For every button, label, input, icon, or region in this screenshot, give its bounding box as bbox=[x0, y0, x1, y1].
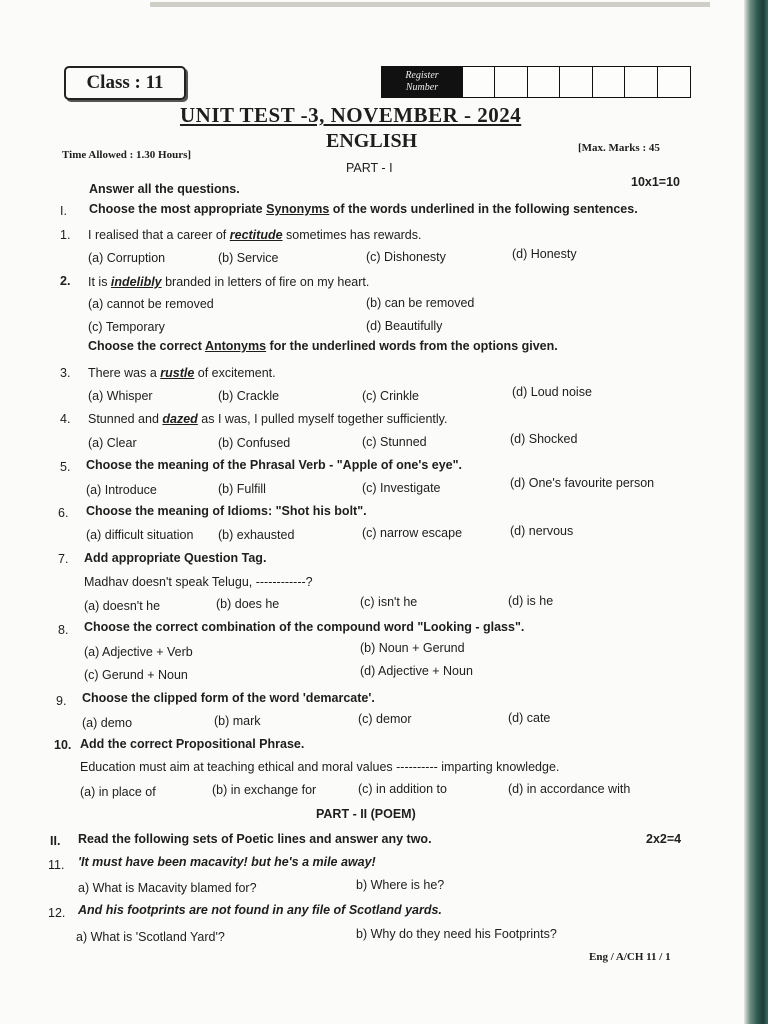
question-text: Add appropriate Question Tag. bbox=[84, 551, 267, 565]
question-number: 6. bbox=[58, 506, 69, 520]
question-number: 12. bbox=[48, 906, 66, 920]
section-number: I. bbox=[60, 204, 67, 218]
option-c: (c) demor bbox=[358, 712, 412, 726]
option-c: (c) Temporary bbox=[88, 320, 165, 334]
option-b: (b) does he bbox=[216, 597, 280, 611]
question-text: Stunned and dazed as I was, I pulled myself together sufficiently. bbox=[88, 412, 448, 426]
option-d: (d) nervous bbox=[510, 524, 574, 538]
question-text: Choose the meaning of Idioms: "Shot his bolt". bbox=[86, 504, 367, 518]
register-cell bbox=[624, 66, 658, 98]
sub-question-b: b) Where is he? bbox=[356, 878, 445, 892]
section-heading: Choose the most appropriate Synonyms of the words underlined in the following sentences. bbox=[89, 202, 638, 216]
subject-title: ENGLISH bbox=[326, 130, 418, 152]
question-number: 9. bbox=[56, 694, 67, 708]
question-number: 7. bbox=[58, 552, 69, 566]
register-cell bbox=[462, 66, 496, 98]
sub-question-b: b) Why do they need his Footprints? bbox=[356, 927, 557, 941]
option-a: (a) Clear bbox=[88, 436, 137, 450]
option-b: (b) mark bbox=[214, 714, 261, 728]
instruction: Answer all the questions. bbox=[89, 182, 240, 196]
exam-title: UNIT TEST -3, NOVEMBER - 2024 bbox=[180, 103, 522, 127]
class-box: Class : 11 bbox=[64, 66, 186, 100]
option-a: (a) doesn't he bbox=[84, 599, 161, 613]
option-b: (b) Fulfill bbox=[218, 482, 266, 496]
option-d: (d) is he bbox=[508, 594, 554, 608]
section-heading-antonyms: Choose the correct Antonyms for the underlined words from the options given. bbox=[88, 339, 558, 353]
option-d: (d) Beautifully bbox=[366, 319, 443, 333]
register-cell bbox=[657, 66, 691, 98]
option-b: (b) in exchange for bbox=[212, 783, 317, 797]
register-cell bbox=[527, 66, 561, 98]
question-text: Choose the meaning of the Phrasal Verb - "Apple of one's eye". bbox=[86, 458, 463, 472]
sub-question-a: a) What is 'Scotland Yard'? bbox=[76, 930, 225, 944]
option-c: (c) Dishonesty bbox=[366, 250, 446, 264]
background-edge bbox=[744, 0, 768, 1024]
option-d: (d) in accordance with bbox=[508, 782, 631, 796]
register-cell bbox=[494, 66, 528, 98]
option-a: (a) Introduce bbox=[86, 483, 157, 497]
option-a: (a) in place of bbox=[80, 785, 156, 799]
question-number: 8. bbox=[58, 623, 69, 637]
question-number: 2. bbox=[60, 274, 71, 288]
option-b: (b) exhausted bbox=[218, 528, 295, 542]
question-text: Choose the clipped form of the word 'demarcate'. bbox=[82, 691, 375, 705]
question-text: I realised that a career of rectitude sometimes has rewards. bbox=[88, 228, 422, 242]
question-text: Choose the correct combination of the compound word "Looking - glass". bbox=[84, 620, 525, 634]
question-text: Add the correct Propositional Phrase. bbox=[80, 737, 305, 751]
question-text: There was a rustle of excitement. bbox=[88, 366, 276, 380]
question-number: 4. bbox=[60, 412, 71, 426]
option-d: (d) Adjective + Noun bbox=[360, 664, 473, 678]
section-number: II. bbox=[50, 834, 61, 848]
option-d: (d) Honesty bbox=[512, 247, 577, 261]
register-label: Register Number bbox=[381, 66, 463, 98]
sub-question-a: a) What is Macavity blamed for? bbox=[78, 881, 257, 895]
option-c: (c) isn't he bbox=[360, 595, 418, 609]
option-b: (b) Crackle bbox=[218, 389, 280, 403]
question-number: 5. bbox=[60, 460, 71, 474]
option-c: (c) in addition to bbox=[358, 782, 447, 796]
poem-line: 'It must have been macavity! but he's a mile away! bbox=[78, 855, 376, 869]
question-line: Education must aim at teaching ethical and moral values ---------- imparting knowledge. bbox=[80, 760, 560, 774]
question-text: It is indelibly branded in letters of fire on my heart. bbox=[88, 275, 370, 289]
option-c: (c) narrow escape bbox=[362, 526, 463, 540]
option-d: (d) Shocked bbox=[510, 432, 578, 446]
option-a: (a) difficult situation bbox=[86, 528, 194, 542]
option-c: (c) Investigate bbox=[362, 481, 441, 495]
option-c: (c) Gerund + Noun bbox=[84, 668, 188, 682]
option-d: (d) cate bbox=[508, 711, 551, 725]
option-a: (a) demo bbox=[82, 716, 133, 730]
part2-title: PART - II (POEM) bbox=[316, 807, 416, 821]
time-allowed: Time Allowed : 1.30 Hours] bbox=[62, 149, 192, 161]
register-cell bbox=[559, 66, 593, 98]
register-cell bbox=[592, 66, 626, 98]
option-c: (c) Stunned bbox=[362, 435, 427, 449]
question-line: Madhav doesn't speak Telugu, ------------? bbox=[84, 575, 313, 589]
part2-marks: 2x2=4 bbox=[646, 832, 682, 846]
option-b: (b) Noun + Gerund bbox=[360, 641, 465, 655]
option-a: (a) cannot be removed bbox=[88, 297, 214, 311]
part1-marks: 10x1=10 bbox=[631, 175, 681, 189]
option-d: (d) Loud noise bbox=[512, 385, 592, 399]
option-b: (b) Service bbox=[218, 251, 279, 265]
part2-instruction: Read the following sets of Poetic lines and answer any two. bbox=[78, 832, 432, 846]
option-c: (c) Crinkle bbox=[362, 389, 419, 403]
register-number-box bbox=[381, 66, 691, 98]
top-border-line bbox=[150, 2, 710, 7]
part1-title: PART - I bbox=[346, 161, 393, 175]
option-b: (b) Confused bbox=[218, 436, 291, 450]
question-number: 10. bbox=[54, 738, 72, 752]
page-code: Eng / A/CH 11 / 1 bbox=[589, 951, 671, 963]
max-marks: [Max. Marks : 45 bbox=[578, 142, 660, 154]
question-number: 11. bbox=[48, 858, 65, 872]
question-number: 3. bbox=[60, 366, 71, 380]
option-d: (d) One's favourite person bbox=[510, 476, 655, 490]
option-a: (a) Corruption bbox=[88, 251, 166, 265]
poem-line: And his footprints are not found in any file of Scotland yards. bbox=[78, 903, 442, 917]
question-number: 1. bbox=[60, 228, 71, 242]
option-a: (a) Adjective + Verb bbox=[84, 645, 193, 659]
option-b: (b) can be removed bbox=[366, 296, 475, 310]
option-a: (a) Whisper bbox=[88, 389, 153, 403]
